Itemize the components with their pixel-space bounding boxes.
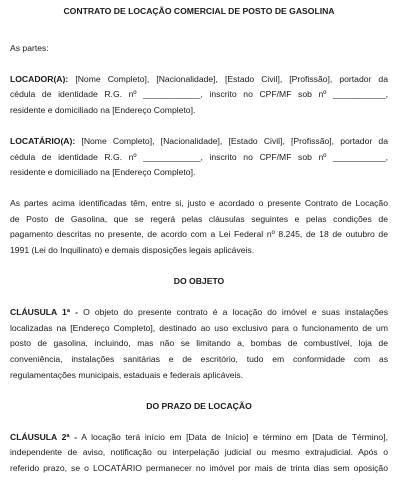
clausula-1-line-1: CLÁUSULA 1ª - O objeto do presente contrato é a locação do imóvel e suas instalações — [10, 307, 388, 318]
clausula-1-line-4: conveniência, instalações sanitárias e de escritório, tudo em conformidade com as — [10, 354, 388, 364]
clausula-2-line-3: referido prazo, se o LOCATÁRIO permanecer no imóvel por mais de trinta dias sem oposição — [10, 462, 388, 473]
intro-line-4: 1991 (Lei do Inquilinato) e demais disposições legais aplicáveis. — [10, 245, 255, 256]
locador-paragraph — [10, 72, 388, 119]
locatario-line-2: cédula de identidade R.G. nº ____________, inscrito no CPF/MF sob nº ___________, — [10, 151, 388, 162]
clausula-2-line-1: CLÁUSULA 2ª - A locação terá início em [Data de Início] e término em [Data de Término], — [10, 431, 388, 442]
locador-line-1: LOCADOR(A): [Nome Completo], [Nacionalidade], [Estado Civil], [Profissão], portador da — [10, 73, 388, 84]
clausula-1-line-3: posto de gasolina, incluindo, mas não se limitando a, bombas de combustível, loja de — [10, 338, 388, 349]
locador-line-3: residente e domiciliado na [Endereço Completo]. — [10, 104, 196, 115]
section-heading-objeto: DO OBJETO — [173, 276, 225, 287]
locatario-paragraph — [10, 134, 388, 181]
parties-label: As partes: — [10, 42, 49, 53]
intro-paragraph — [10, 196, 388, 258]
locador-label: LOCADOR(A): — [10, 73, 69, 84]
locatario-label: LOCATÁRIO(A): — [10, 135, 76, 146]
locatario-line-1: LOCATÁRIO(A): [Nome Completo], [Nacionalidade], [Estado Civil], [Profissão], portador da — [10, 135, 388, 146]
clausula-1-paragraph — [10, 305, 388, 383]
clausula-1-line-2: localizadas na [Endereço Completo], destinado ao uso exclusivo para o funcionamento de um — [10, 322, 388, 333]
section-heading-prazo: DO PRAZO DE LOCAÇÃO — [146, 400, 252, 411]
clausula-1-label: CLÁUSULA 1ª - — [10, 307, 78, 318]
locador-line-2: cédula de identidade R.G. nº ____________, inscrito no CPF/MF sob nº ___________, — [10, 89, 388, 100]
locatario-line-3: residente e domiciliado na [Endereço Completo]. — [10, 167, 196, 178]
document-title: CONTRATO DE LOCAÇÃO COMERCIAL DE POSTO DE GASOLINA — [63, 6, 335, 16]
intro-line-2: de Posto de Gasolina, que se regerá pelas cláusulas seguintes e pelas condições de — [10, 213, 388, 224]
clausula-2-paragraph — [10, 430, 388, 477]
intro-line-1: As partes acima identificadas têm, entre si, justo e acordado o presente Contrato de Locação — [10, 198, 388, 209]
clausula-2-line-2: independente de aviso, notificação ou interpelação judicial ou mesmo extrajudicial. Após o — [10, 447, 388, 458]
clausula-1-line-5: regulamentações municipais, estaduais e federais aplicáveis. — [10, 369, 244, 380]
intro-line-3: pagamento descritas no presente, de acordo com a Lei Federal nº 8.245, de 18 de outubro de — [10, 229, 388, 240]
clausula-2-label: CLÁUSULA 2ª - — [10, 431, 78, 442]
